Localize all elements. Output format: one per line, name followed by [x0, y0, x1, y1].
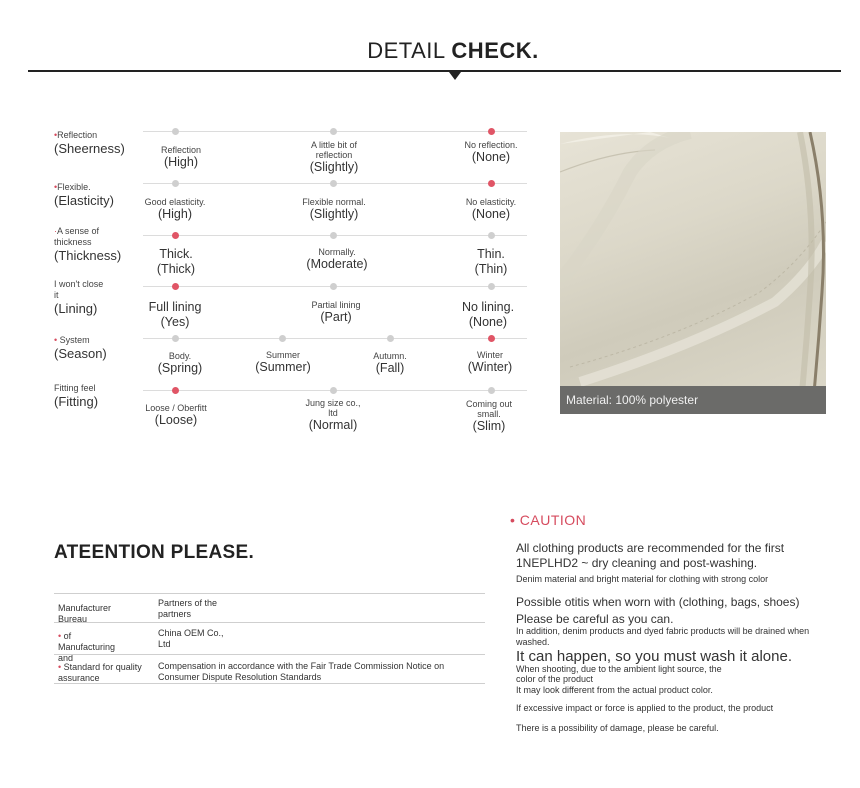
row-label: •Flexible. (Elasticity): [54, 182, 144, 209]
option-main: (None): [468, 315, 508, 329]
caution-line: Denim material and bright material for clothing with strong color: [516, 574, 769, 584]
option-main: (High): [163, 155, 199, 169]
caution-line: Please be careful as you can.: [516, 612, 674, 626]
option-main: (Winter): [467, 360, 513, 374]
option-small: No elasticity.: [465, 197, 517, 207]
option-dot-selected: [488, 128, 495, 135]
info-key: Standard for quality assurance: [58, 662, 142, 683]
caution-line: If excessive impact or force is applied to the product, the product: [516, 703, 774, 713]
option-main: (Thin): [474, 262, 508, 276]
row-label: •Reflection (Sheerness): [54, 130, 144, 157]
fabric-photo: [560, 132, 826, 414]
caution-line: Possible otitis when worn with (clothing, bags, shoes): [516, 595, 800, 609]
detail-row-thickness: [0, 226, 540, 284]
row-label-small: Fitting feel: [54, 383, 96, 393]
option: [303, 398, 363, 433]
option-dot-selected: [172, 387, 179, 394]
header-divider: [28, 70, 841, 72]
option-main: (Slim): [472, 419, 506, 433]
option-small: Reflection: [160, 145, 202, 155]
row-label-main: (Lining): [54, 301, 98, 316]
option-main: (Summer): [255, 360, 311, 374]
photo-caption: Material: 100% polyester: [560, 386, 826, 414]
row-label-main: (Thickness): [54, 248, 122, 263]
option: [136, 247, 216, 277]
option-small: Thin.: [477, 247, 505, 261]
detail-row-elasticity: [0, 180, 540, 232]
option: [130, 197, 220, 222]
option-main: (Yes): [160, 315, 190, 329]
option-main: (Fall): [375, 361, 405, 375]
detail-row-season: [0, 335, 540, 387]
option-main: (Slightly): [309, 160, 359, 174]
caution-line: color of the product: [516, 674, 594, 684]
info-key: Manufacturer Bureau: [58, 603, 112, 624]
option-main: (Normal): [308, 418, 358, 432]
option: [131, 403, 221, 428]
option-small: Coming out small.: [465, 399, 513, 419]
option-small: A little bit of reflection: [310, 140, 358, 160]
option-dot: [488, 387, 495, 394]
option-main: (Part): [320, 310, 352, 324]
option: [130, 300, 220, 330]
option-small: Normally.: [318, 247, 356, 257]
row-label-main: (Sheerness): [54, 141, 125, 156]
caution-line: When shooting, due to the ambient light source, the: [516, 664, 722, 674]
row-label-small: System: [59, 335, 90, 345]
option: [443, 300, 533, 330]
option-dot: [330, 180, 337, 187]
row-label-small: Flexible.: [57, 182, 91, 192]
option-small: No lining.: [461, 300, 515, 314]
info-key: of Manufacturing and: [58, 631, 116, 663]
option-small: Autumn.: [373, 351, 407, 361]
option-main: (None): [471, 207, 511, 221]
option-dot-selected: [172, 232, 179, 239]
option-small: Full lining: [148, 300, 202, 314]
caution-line: It can happen, so you must wash it alone.: [516, 648, 792, 665]
detail-row-fitting: [0, 383, 540, 439]
option-dot: [172, 180, 179, 187]
title-light: DETAIL: [367, 38, 445, 63]
option-dot-selected: [488, 335, 495, 342]
option: [446, 197, 536, 222]
option-main: (Slightly): [309, 207, 359, 221]
info-value: Compensation in accordance with the Fair Trade Commission Notice on Consumer Dispute Resolution Standards: [158, 661, 445, 682]
option: [291, 300, 381, 325]
option-dot: [172, 128, 179, 135]
row-label-main: (Elasticity): [54, 193, 114, 208]
option-small: Loose / Oberfitt: [145, 403, 207, 413]
caution-line: 1NEPLHD2 ~ dry cleaning and post-washing.: [516, 556, 758, 570]
row-label-main: (Season): [54, 346, 107, 361]
row-label-small: A sense of thickness: [54, 226, 100, 247]
option: [450, 350, 530, 375]
option-small: Thick.: [159, 247, 193, 261]
option: [456, 399, 522, 434]
caution-title: • CAUTION: [510, 512, 587, 528]
option: [451, 247, 531, 277]
option-small: Jung size co., ltd: [305, 398, 361, 418]
option-dot: [330, 283, 337, 290]
info-row: • of Manufacturing and China OEM Co., Ltd: [54, 622, 485, 654]
option-small: Good elasticity.: [144, 197, 206, 207]
option: [297, 247, 377, 272]
row-label-small: Reflection: [57, 130, 98, 140]
down-arrow-icon: [449, 72, 461, 80]
option-dot: [387, 335, 394, 342]
detail-row-lining: [0, 279, 540, 335]
option-main: (Spring): [157, 361, 203, 375]
fabric-texture-image: [560, 132, 826, 414]
option-main: (High): [157, 207, 193, 221]
option-small: Body.: [168, 351, 192, 361]
option-dot: [279, 335, 286, 342]
row-label: • System (Season): [54, 335, 144, 362]
option-dot-selected: [172, 283, 179, 290]
title-bold: CHECK.: [451, 38, 539, 63]
option-small: No reflection.: [464, 140, 518, 150]
info-row: • Standard for quality assurance Compensation in accordance with the Fair Trade Commission Notice on Consumer Dispute Resolution Standards: [54, 654, 485, 684]
info-row: [54, 593, 485, 622]
option-small: Summer: [265, 350, 300, 360]
attention-title: ATEENTION PLEASE.: [54, 542, 255, 563]
option-main: (Thick): [156, 262, 196, 276]
option: [136, 145, 226, 170]
row-track: [143, 338, 527, 339]
row-label-small: I won't close it: [54, 279, 104, 300]
option-main: (None): [471, 150, 511, 164]
option: [350, 351, 430, 376]
caution-line: It may look different from the actual product color.: [516, 685, 713, 695]
product-info-table: [54, 593, 485, 684]
option: [294, 140, 374, 175]
row-label: ·A sense of thickness (Thickness): [54, 226, 144, 264]
option: [140, 351, 220, 376]
info-value: China OEM Co., Ltd: [158, 628, 224, 649]
detail-row-sheerness: [0, 128, 540, 180]
caution-line: All clothing products are recommended for the first: [516, 541, 785, 555]
caution-line: In addition, denim products and dyed fabric products will be drained when washed.: [516, 626, 810, 647]
option-small: Partial lining: [311, 300, 361, 310]
option-dot: [488, 232, 495, 239]
option: [243, 350, 323, 375]
row-label-main: (Fitting): [54, 394, 99, 409]
option-small: Winter: [476, 350, 503, 360]
option-main: (Moderate): [306, 257, 368, 271]
option-dot-selected: [488, 180, 495, 187]
caution-line: There is a possibility of damage, please be careful.: [516, 723, 719, 733]
info-value: Partners of the partners: [158, 598, 218, 619]
option-small: Flexible normal.: [302, 197, 366, 207]
detail-check-title: [0, 38, 860, 64]
option: [289, 197, 379, 222]
option-dot: [488, 283, 495, 290]
option-dot: [330, 232, 337, 239]
option-dot: [330, 387, 337, 394]
option-main: (Loose): [154, 413, 198, 427]
option-dot: [172, 335, 179, 342]
option-dot: [330, 128, 337, 135]
option: [456, 140, 526, 165]
